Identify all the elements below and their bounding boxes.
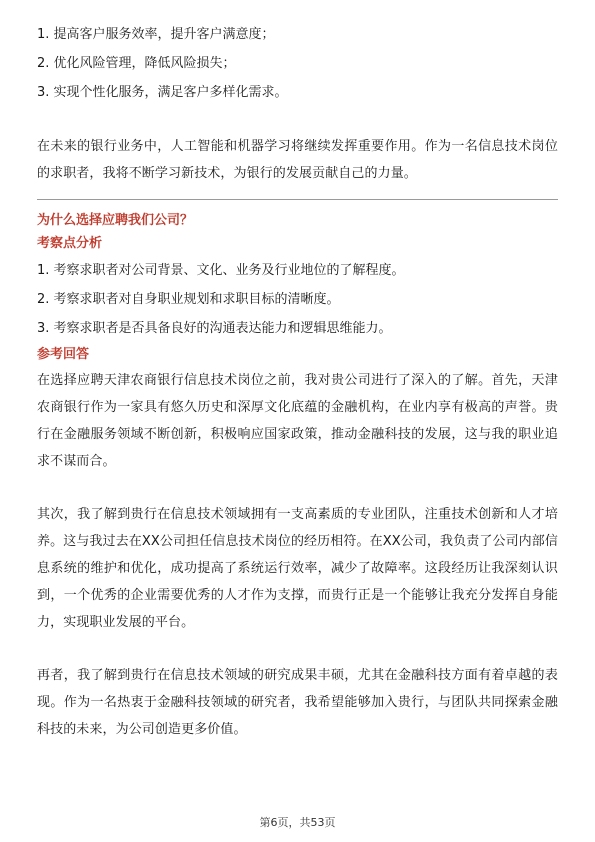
intro-list-item-1: 1. 提高客户服务效率，提升客户满意度； — [37, 27, 275, 42]
intro-list-item-3: 3. 实现个性化服务，满足客户多样化需求。 — [37, 85, 288, 100]
answer-paragraph-2: 其次，我了解到贵行在信息技术领域拥有一支高素质的专业团队，注重技术创新和人才培养。这与我过去在XX公司担任信息技术岗位的经历相符。在XX公司，我负责了公司内部信息系统的维护和优化，成功提高了系统运行效率，减少了故障率。这段经历让我深刻认识到，一个优秀的企业需要优秀的人才作为支撑，而贵行正是一个能够让我充分发挥自身能力，实现职业发展的平台。 — [37, 507, 558, 630]
analysis-item-3: 3. 考察求职者是否具备良好的沟通表达能力和逻辑思维能力。 — [37, 321, 392, 336]
spacer — [37, 636, 558, 662]
intro-list-item-2: 2. 优化风险管理，降低风险损失； — [37, 56, 236, 71]
analysis-heading: 考察点分析 — [37, 236, 103, 251]
answer-paragraph-1: 在选择应聘天津农商银行信息技术岗位之前，我对贵公司进行了深入的了解。首先，天津农商银行作为一家具有悠久历史和深厚文化底蕴的金融机构，在业内享有极高的声誉。贵行在金融服务领域不断创新，积极响应国家政策，推动金融科技的发展，这与我的职业追求不谋而合。 — [37, 373, 558, 469]
analysis-item-2: 2. 考察求职者对自身职业规划和求职目标的清晰度。 — [37, 292, 340, 307]
answer-heading: 参考回答 — [37, 347, 90, 362]
page-number: 第6页，共53页 — [259, 816, 336, 829]
section-divider — [37, 199, 558, 200]
page-content — [37, 20, 558, 743]
closing-paragraph: 在未来的银行业务中，人工智能和机器学习将继续发挥重要作用。作为一名信息技术岗位的求职者，我将不断学习新技术，为银行的发展贡献自己的力量。 — [37, 139, 558, 181]
answer-paragraph-3: 再者，我了解到贵行在信息技术领域的研究成果丰硕，尤其在金融科技方面有着卓越的表现。作为一名热衷于金融科技领域的研究者，我希望能够加入贵行，与团队共同探索金融科技的未来，为公司创造更多价值。 — [37, 668, 558, 737]
analysis-item-1: 1. 考察求职者对公司背景、文化、业务及行业地位的了解程度。 — [37, 263, 405, 278]
spacer — [37, 475, 558, 501]
question-title: 为什么选择应聘我们公司？ — [37, 213, 194, 228]
spacer — [37, 107, 558, 133]
